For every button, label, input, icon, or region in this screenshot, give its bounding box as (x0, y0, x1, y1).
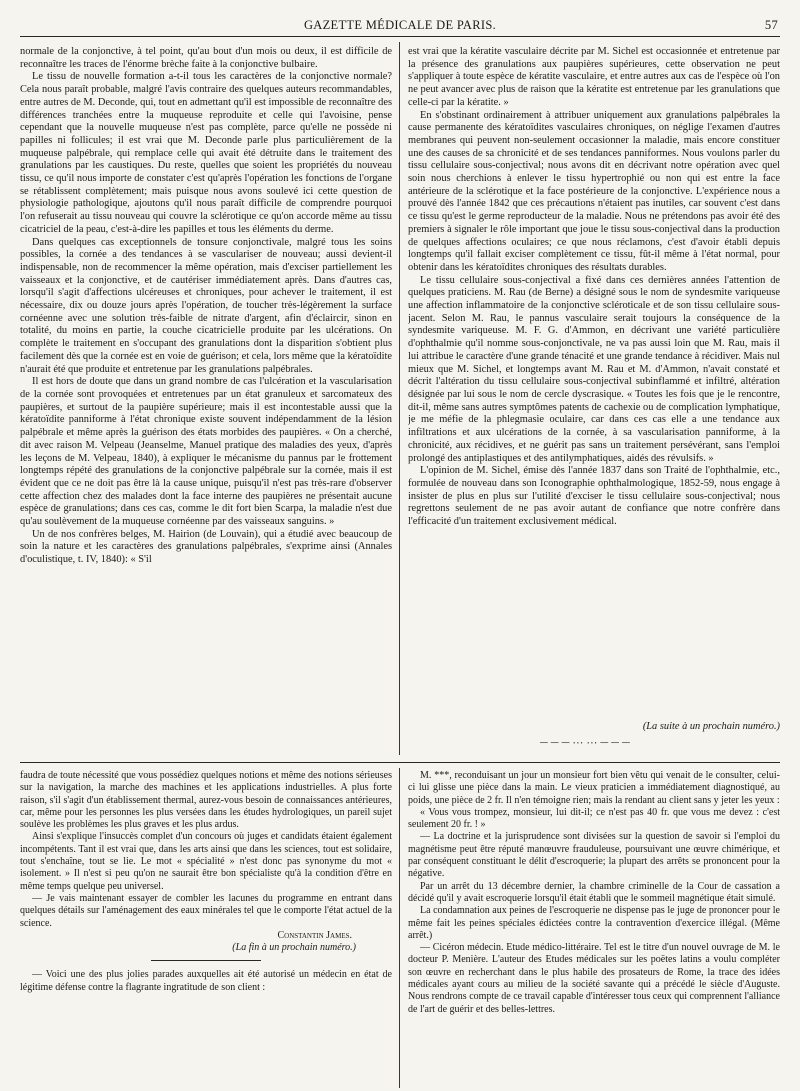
paragraph: En s'obstinant ordinairement à attribuer uniquement aux granulations palpébrales la cause permanente des kératoïdites vasculaires chroniques, on néglige l'examen d'autres membranes qui peuvent non-seulement occasionner la maladie, mais encore constituer une des causes de sa chronicité et de ses tendances panniformes. Nous voulons parler du tissu cellulaire sous-conjectival; nous avons dit en décrivant notre opération avec quel soin nous cherchions à enlever le tissu hypertrophié ou non qui est entre la face antérieure de la sclérotique et la face postérieure de la conjonctive. L'expérience nous a prouvé dès l'année 1842 que ces précautions n'étaient pas inutiles, car souvent c'est dans ce tissu qu'est le germe reproducteur de la maladie. Nous ne prétendons pas avoir été des premiers à signaler le rôle important que joue le tissu sous-conjectival dans la production de quelques affections oculaires; ce que nous réclamons, c'est d'avoir établi depuis longtemps qu'il fallait exciser complètement ce tissu, fût-il même à l'état normal, pour obtenir dans les kératoïdites chroniques des résultats durables. (408, 109, 780, 273)
page-number: 57 (764, 18, 778, 32)
feuilleton-rule (20, 762, 780, 763)
article-column-left (20, 46, 392, 755)
paragraph: normale de la conjonctive, à tel point, qu'au bout d'un mois ou deux, il est difficile de reconnaître les traces de l'énorme brèche faite à la conjonctive bulbaire. (20, 46, 392, 70)
feuilleton-column-divider (399, 768, 400, 1088)
journal-title: GAZETTE MÉDICALE DE PARIS. (303, 18, 497, 32)
paragraph: Le tissu cellulaire sous-conjectival a fixé dans ces dernières années l'attention de quelques praticiens. M. Rau (de Berne) a désigné sous le nom de syndesmite variqueuse une affection inflammatoire de la conjonctive scléroticale et de son tissu cellulaire sous-jacent. Selon M. Rau, le pannus vasculaire serait toujours la conséquence de la syndesmite variqueuse. M. F. G. d'Ammon, en décrivant une variété particulière d'ophthalmie qu'il nomme sous-conjonctivale, ne va pas aussi loin que M. Rau, mais il lui attribue le caractère d'une grande ténacité et une grande tendance à récidiver. Mais nul mieux que M. Sichel, et longtemps avant M. Rau et M. d'Ammon, n'avait constaté et décrit l'altération du tissu cellulaire sous-conjectival subinflammé et infiltré, altération désignée par lui sous le nom de cercle dyscrasique. « Toutes les fois que je le rencontre, dit-il, même sans autres symptômes patents de cachexie ou de complication lymphatique, je me méfie de la phlegmasie oculaire, car dans ces cas elle a une tendance aux infiltrations et aux ulcérations de la cornée, à sa vascularisation panniforme, à la chronicité, aux récidives, et ne guérit pas sans un traitement persévérant, sans l'emploi prolongé des antiplastiques et des antilymphatiques, aidés des révulsifs. » (408, 274, 780, 464)
paragraph: M. ***, reconduisant un jour un monsieur fort bien vêtu qui venait de le consulter, celui-ci lui glisse une pièce dans la main. Le vieux praticien a immédiatement diagnostiqué, au poids, une pièce de 2 fr. Il n'en témoigne rien; mais la rendant au client sans y jeter les yeux : (408, 770, 780, 806)
paragraph: Le tissu de nouvelle formation a-t-il tous les caractères de la conjonctive normale? Cela nous paraît probable, malgré l'avis contraire des quelques auteurs recommandables, entre autres de M. Deconde, qui, tout en admettant qu'il est impossible de reconnaître des différences tranchées entre la muqueuse reproduite et celle qui l'avoisine, pense cependant que la nouvelle muqueuse n'est pas complète, parce qu'elle ne possède ni papilles ni follicules; il est vrai que M. Deconde parle plus particulièrement de la muqueuse palpébrale, qui remplace celle qui avait été détruite dans le traitement des granulations par les caustiques. Du reste, quelles que soient les propriétés du nouveau tissu, ce qu'il nous importe de constater c'est qu'après l'opération les fonctions de l'organe se rétablissent complètement; mais puisque nous avons soulevé ici cette question de physiologie pathologique, ajoutons qu'il nous paraît difficile de comprendre pourquoi l'on refuserait au tissu nouveau qui couvre la sclérotique ce qu'on accorde même au tissu cicatriciel de la peau, c'est-à-dire les papilles et tous les éléments du derme. (20, 71, 392, 235)
author-signature: Constantin James. (277, 929, 352, 941)
paragraph: faudra de toute nécessité que vous possédiez quelques notions et même des notions sérieuses sur la navigation, la marche des machines et les applications industrielles. A plus forte raison, s'il s'agit d'un établissement thermal, aurez-vous besoin de connaissances antérieures, car, même pour les personnes les plus versées dans les études hydrologiques, un pareil sujet soulève les problèmes les plus graves et les plus ardus. (20, 770, 392, 831)
paragraph: — La doctrine et la jurisprudence sont divisées sur la question de savoir si l'emploi du magnétisme peut être réputé manœuvre frauduleuse, poursuivant une œuvre chimérique, et par conséquent constituant le délit d'escroquerie; la plupart des arrêts se prononcent pour la négative. (408, 831, 780, 880)
paragraph: Par un arrêt du 13 décembre dernier, la chambre criminelle de la Cour de cassation a décidé qu'il y avait escroquerie lorsqu'il était établi que le sommeil magnétique était simulé. (408, 880, 780, 904)
feuilleton-column-right (408, 770, 780, 1088)
paragraph: — Je vais maintenant essayer de combler les lacunes du programme en entrant dans quelques détails sur l'aménagement des eaux minérales tel que le comporte l'état actuel de la science. (20, 892, 392, 929)
page-header (20, 12, 780, 37)
paragraph: Dans quelques cas exceptionnels de tonsure conjonctivale, malgré tous les soins possibles, la cornée a des tendances à se vasculariser de nouveau; aussi devient-il indispensable, non de recommencer la même opération, mais d'exciser partiellement les vaisseaux et la conjonctive, et de cautériser immédiatement après. Dans d'autres cas, lorsqu'il s'agit d'affections ulcéreuses et chroniques, pour achever le traitement, il est nécessaire, dix ou douze jours après l'opération, de toucher très-légèrement la surface cornéenne avec une solution très-faible de nitrate d'argent, afin d'éclaircir, sinon en totalité, du moins en partie, la couche cicatricielle produite par les ulcérations. On complète le traitement en s'occupant des granulations dont la disparition s'obtient plus facilement dès que la cornée est en voie de guérison; et cela, lors même que la kératoïdite n'aurait été que produite et entretenue par les granulations palpébrales. (20, 236, 392, 375)
paragraph: — Cicéron médecin. Etude médico-littéraire. Tel est le titre d'un nouvel ouvrage de M. le docteur P. Menière. L'auteur des Etudes médicales sur les poëtes latins a voulu compléter son œuvre en recherchant dans le plus habile des prosateurs de Rome, la trace des idées médicales ayant cours au milieu de la société savante qui a précédé le siècle d'Auguste. Nous rendrons compte de ce travail capable d'intéresser tous ceux qui comprennent l'alliance de l'art de guérir et des belles-lettres. (408, 942, 780, 1015)
signature-note: (La fin à un prochain numéro.) (232, 942, 356, 954)
section-separator (151, 960, 261, 961)
paragraph: est vrai que la kératite vasculaire décrite par M. Sichel est occasionnée et entretenue par la présence des granulations aux paupières supérieures, cette observation ne peut s'appliquer à toute espèce de kératite vasculaire, et entre autres aux cas de l'espèce où l'on ne peut avancer avec plus de raison que la kératite est entretenue par les granulations que celle-ci par la kératite. » (408, 46, 780, 108)
column-divider (399, 42, 400, 755)
paragraph: « Vous vous trompez, monsieur, lui dit-il; ce n'est pas 40 fr. que vous me devez : c'est seulement 20 fr. ! » (408, 806, 780, 831)
paragraph: Ainsi s'explique l'insuccès complet d'un concours où juges et candidats étaient également incompétents. Tant il est vrai que, dans les arts ainsi que dans les sciences, tout est solidaire, tout s'enchaîne, tout se lie. Le mot « spécialité » n'est donc pas synonyme du mot « isolement. » Il n'est si peu qu'on ne saurait être bon spécialiste qu'à la condition d'être en même temps quelque peu universel. (20, 831, 392, 892)
feuilleton-column-left (20, 770, 392, 1088)
paragraph: — Voici une des plus jolies parades auxquelles ait été autorisé un médecin en état de légitime défense contre la flagrante ingratitude de son client : (20, 969, 392, 993)
decorative-divider: ───⋯⋯─── (540, 737, 633, 749)
article-column-right (408, 46, 780, 726)
paragraph: Il est hors de doute que dans un grand nombre de cas l'ulcération et la vascularisation de la cornée sont provoquées et entretenues par un état granuleux et sarcomateux des paupières, et surtout de la paupière supérieure; mais il est incontestable aussi que la kératoïdite panniforme à l'état chronique existe souvent indépendamment de la lésion palpébrale et même après la guérison des états morbides des paupières. « On a cherché, dit avec raison M. Velpeau (Jeanselme, Manuel pratique des maladies des yeux, d'après les leçons de M. Velpeau, 1840), à expliquer le mécanisme du pannus par le frottement longtemps répété des granulations de la conjonctive palpébrale sur la cornée, mais il est évident que ce ne doit pas être là la cause unique, puisqu'il n'est pas très-rare d'observer cette affection chez des malades dont la face interne des paupières ne présentait aucune espèce de granulations; dans ces cas, comme le dit fort bien Scarpa, la maladie n'est due qu'au soulèvement de la muqueuse cornéenne par des vaisseaux sanguins. » (20, 376, 392, 528)
paragraph: La condamnation aux peines de l'escroquerie ne dispense pas le juge de prononcer pour le même fait les peines spéciales édictées contre la contravention d'exercice illégal. (Même arrêt.) (408, 905, 780, 941)
paragraph: Un de nos confrères belges, M. Hairion (de Louvain), qui a étudié avec beaucoup de soin la nature et les caractères des granulations palpébrales, s'exprime ainsi (Annales d'oculistique, t. IV, 1840): « S'il (20, 528, 392, 566)
paragraph: L'opinion de M. Sichel, émise dès l'année 1837 dans son Traité de l'ophthalmie, etc., formulée de nouveau dans son Iconographie ophthalmologique, 1852-59, nous engage à insister de plus en plus sur l'utilité d'exciser le tissu cellulaire sous-conjectival; nous regrettons seulement de ne pas avoir autant de confiance que notre confrère dans l'efficacité d'un traitement exclusivement médical. (408, 465, 780, 528)
continued-note: (La suite à un prochain numéro.) (642, 721, 780, 732)
